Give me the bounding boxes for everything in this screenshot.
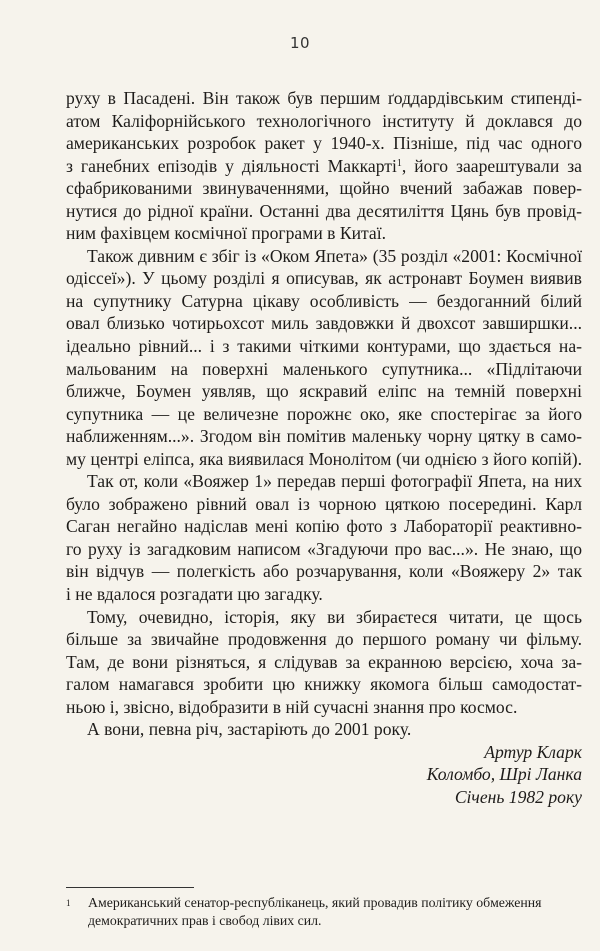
text-line: Також дивним є збіг із «Оком Япета» (35 розділ «2001: Космічної	[87, 245, 582, 266]
text-line: сфабрикованими звинуваченнями, щойно вчений забажав повер-	[66, 178, 582, 199]
text-line-with-footnote	[66, 155, 582, 178]
text-line: Так от, коли «Вояжер 1» передав перші фотографії Япета, на них	[87, 471, 582, 492]
text-line: руху в Пасадені. Він також був першим ґоддардівським стипенді-	[66, 88, 582, 108]
paragraph-3	[66, 470, 582, 605]
text-line: ньою і, звісно, відобразити в ній сучасні знання про космос.	[66, 696, 518, 717]
text-line: го руху із загадковим написом «Згадуючи про вас...». Не знаю, що	[66, 538, 582, 559]
signature-block	[66, 741, 582, 809]
text-line: було зображено рівний овал із чорною цяткою посередині. Карл	[66, 493, 582, 514]
text-line: атом Каліфорнійського технологічного інституту й доклався до	[66, 110, 582, 131]
text-line: мальованим на поверхні маленького супутника... «Підлітаючи	[66, 358, 582, 379]
paragraph-5	[66, 718, 582, 741]
footnote-text	[66, 894, 582, 930]
text-line: більше за звичайне продовження до першого роману чи фільму.	[66, 629, 582, 650]
text-line: на супутнику Сатурна цікаву особливість — бездоганний білий	[66, 290, 582, 311]
text-line: ним фахівцем космічної програми в Китаї.	[66, 223, 387, 244]
body-text	[66, 87, 582, 809]
text-line: американських розробок ракет у 1940-х. Пізніше, під час одного	[66, 133, 582, 154]
signature-date: Січень 1982 року	[454, 786, 582, 807]
footnote-line: Американський сенатор-республіканець, який провадив політику обмеження	[88, 895, 542, 910]
text-line: Саган негайно надіслав мені копію фото з Лабораторії реактивно-	[66, 516, 582, 537]
paragraph-4	[66, 606, 582, 719]
page-number: 10	[289, 34, 311, 52]
footnote	[66, 894, 582, 930]
text-line: овал близько чотирьохсот миль завдовжки й двохсот завширшки...	[66, 313, 582, 334]
text-line: А вони, певна річ, застаріють до 2001 року.	[87, 719, 412, 740]
footnote-line: демократичних прав і свобод лівих сил.	[88, 913, 322, 928]
text-line: супутника — це величезне порожнє око, яке спостерігає за його	[66, 403, 582, 424]
text-line: він відчув — полегкість або розчарування, коли «Вояжеру 2» так	[66, 561, 582, 582]
footnote-divider	[66, 887, 194, 888]
text-line: Там, де вони різняться, я слідував за екранною версією, хоча за-	[66, 651, 582, 672]
text-line: і не вдалося розгадати цю загадку.	[66, 584, 323, 605]
text-line: наближенням...». Згодом він помітив маленьку чорну цятку в само-	[66, 426, 582, 447]
text-line: одіссеї»). У цьому розділі я описував, як астронавт Боумен виявив	[66, 268, 582, 289]
text-line: ближче, Боумен уявляв, що яскравий еліпс на темній поверхні	[66, 381, 582, 402]
text-line: нутися до рідної країни. Останні два десятиліття Цянь був провід-	[66, 200, 582, 221]
text-fragment: з ганебних епізодів у діяльності Маккарті	[66, 155, 397, 176]
text-line: ідеально рівний... і з такими чіткими контурами, що здається на-	[66, 336, 582, 357]
footnote-mark: 1	[66, 898, 71, 908]
footnote-reference[interactable]: 1	[396, 157, 402, 169]
text-fragment: , його заарештували за	[401, 155, 582, 176]
text-line: галом намагався зробити цю книжку якомога більш самодостат-	[66, 674, 582, 695]
paragraph-1	[66, 87, 582, 245]
signature-place: Коломбо, Шрі Ланка	[426, 764, 582, 785]
text-line: му центрі еліпса, яка виявилася Монолітом (чи однією з його копій).	[66, 448, 582, 469]
paragraph-2	[66, 245, 582, 470]
text-line: Тому, очевидно, історія, яку ви збираєтеся читати, це щось	[87, 606, 582, 627]
signature-author: Артур Кларк	[484, 741, 582, 762]
